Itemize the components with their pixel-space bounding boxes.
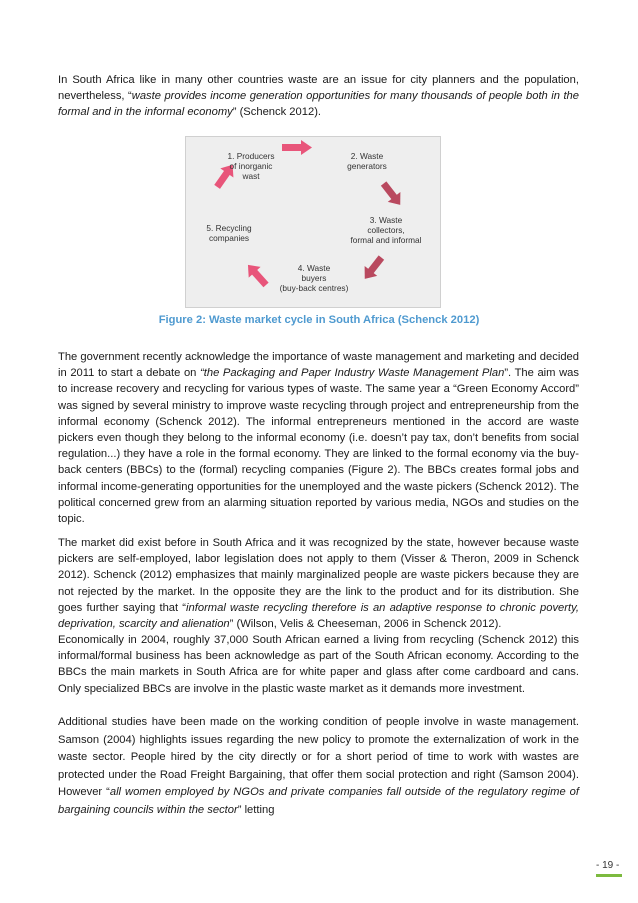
text-run: ”. The aim was to increase recovery and recycling for various types of waste. The same year a “Green Economy Accord” was signed by several ministry to improve waste recycling through project and entrepreneurship from the informal economy (Schenck 2012). The informal entrepreneurs mentioned in the accord are waste pickers even though they belong to the informal economy (i.e. doesn’t pay tax, don’t benefits from social regulation...) they have a role in the formal economy. They are linked to the formal economy via the buy-back centers (BBCs) to the (formal) recycling companies (Figure 2). The BBCs creates formal jobs and informal income-generating opportunities for the unemployed and the waste pickers (Schenck 2012). The political concerned grew from an alarming situation reported by various media, NGOs and studies on the topic. [58, 367, 579, 526]
arrow-down-right-icon [377, 179, 406, 210]
quote-run: waste provides income generation opportunities for many thousands of people both in the formal and in the informal economy [58, 90, 579, 119]
node-buyers: 4. Waste buyers (buy-back centres) [279, 263, 349, 293]
quote-run: informal waste recycling therefore is an adaptive response to chronic poverty, deprivation, scarcity and alienation [58, 601, 579, 631]
waste-cycle-figure [185, 136, 441, 308]
text-run: The market did exist before in South Africa and it was recognized by the state, however because waste pickers are self-employed, labor legislation does not apply to them (Visser & Theron, 2009 in Schenck 2012). Schenck (2012) emphasizes that mainly marginalized people are waste pickers because they are not rejected by the market. In the opposite they are the link to the product and for its distribution. She goes further saying that “ [58, 537, 579, 614]
node-recycling: 5. Recycling companies [206, 223, 252, 243]
text-run: ” letting [237, 803, 275, 816]
node-generators: 2. Waste generators [347, 151, 387, 171]
paragraph-government [58, 349, 579, 527]
paragraph-market [58, 535, 579, 632]
figure-caption: Figure 2: Waste market cycle in South Africa (Schenck 2012) [158, 314, 480, 326]
node-producers: 1. Producers of inorganic wast [227, 151, 275, 181]
page-number: - 19 - [596, 860, 620, 871]
arrow-right-icon [282, 140, 312, 155]
node-collectors: 3. Waste collectors, formal and informal [350, 215, 422, 245]
page-accent-bar [596, 874, 622, 877]
quote-run: “the Packaging and Paper Industry Waste Management Plan [200, 367, 505, 380]
text-run: The government recently acknowledge the importance of waste management and marketing and decided in 2011 to start a debate on [58, 351, 579, 380]
text-run: In South Africa like in many other countries waste are an issue for city planners and the population, nevertheless, “ [58, 74, 579, 103]
paragraph-studies [58, 714, 579, 820]
text-run: ” (Schenck 2012). [232, 106, 322, 119]
paragraph-intro [58, 72, 579, 121]
text-run: Additional studies have been made on the working condition of people involve in waste management. Samson (2004) highlights issues regarding the new policy to promote the externalization of work in the waste sector. People hired by the city directly or for a short period of time to work with wastes are protected under the Road Freight Bargaining, that offer them social protection and right (Samson 2004). However “ [58, 716, 579, 799]
paragraph-economy: Economically in 2004, roughly 37,000 South African earned a living from recycling (Schenck 2012) this informal/formal business has been acknowledge as part of the South African economy. According to the BBCs the main markets in South Africa are for white paper and glass after come cardboard and cans. Only specialized BBCs are involve in the plastic waste market as it demands more investment. [58, 634, 579, 695]
text-run: ” (Wilson, Velis & Cheeseman, 2006 in Schenck 2012). [229, 618, 502, 631]
quote-run: all women employed by NGOs and private companies fall outside of the regulatory regime of bargaining councils within the sector [58, 786, 579, 816]
